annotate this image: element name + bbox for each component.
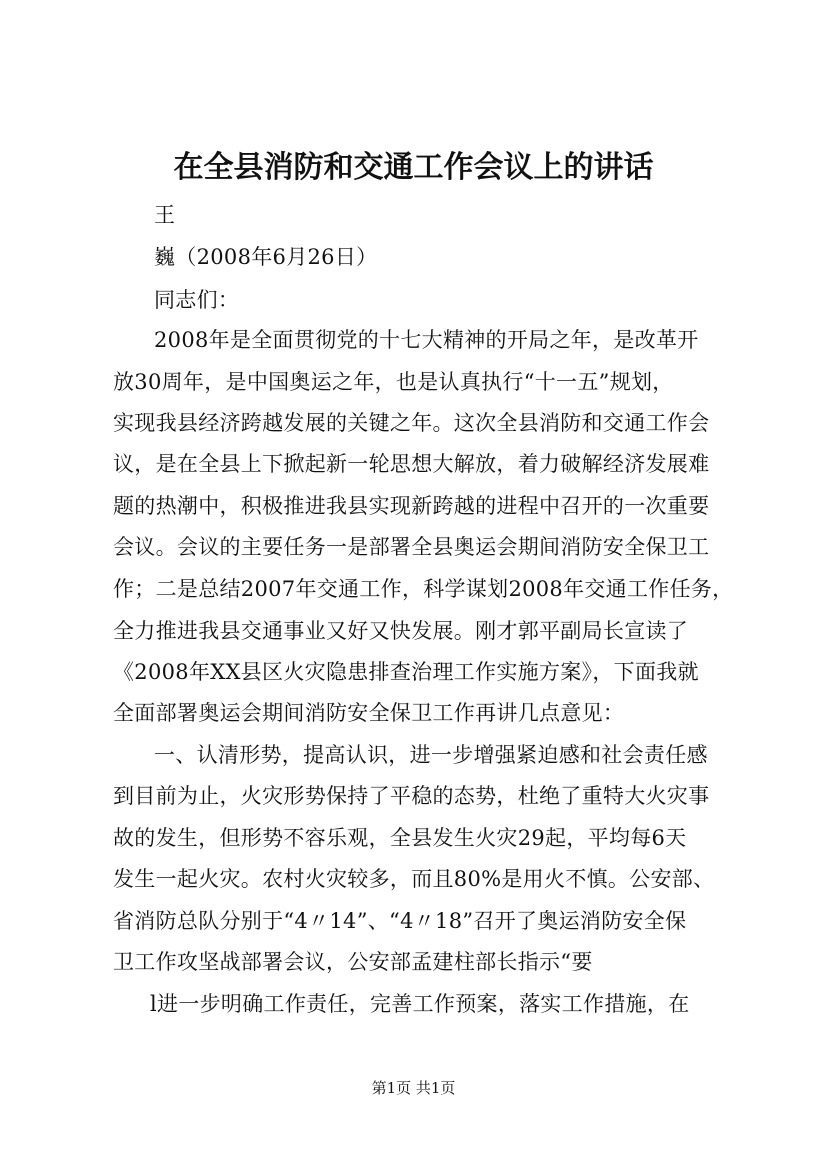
body-line: 到目前为止，火灾形势保持了平稳的态势，杜绝了重特大火灾事 [113, 784, 710, 808]
body-line: 题的热潮中，积极推进我县实现新跨越的进程中召开的一次重要 [113, 494, 710, 518]
body-line: 全力推进我县交通事业又好又快发展。刚才郭平副局长宣读了 [113, 619, 689, 643]
salutation: 同志们： [154, 288, 240, 312]
body-line: l进一步明确工作责任，完善工作预案，落实工作措施，在 [150, 992, 690, 1016]
author-line-2: 巍（2008年6月26日） [154, 245, 378, 269]
body-line: 实现我县经济跨越发展的关键之年。这次全县消防和交通工作会 [113, 411, 710, 435]
body-line: 议，是在全县上下掀起新一轮思想大解放，着力破解经济发展难 [113, 452, 710, 476]
body-line: 放30周年，是中国奥运之年，也是认真执行“十一五”规划， [113, 370, 674, 394]
body-line: 卫工作攻坚战部署会议，公安部孟建柱部长指示“要 [113, 950, 593, 974]
body-line: 《2008年XX县区火灾隐患排查治理工作实施方案》，下面我就 [113, 660, 699, 684]
section-heading: 一、认清形势，提高认识，进一步增强紧迫感和社会责任感 [154, 743, 708, 767]
body-line: 全面部署奥运会期间消防安全保卫工作再讲几点意见： [113, 701, 625, 725]
body-line: 会议。会议的主要任务一是部署全县奥运会期间消防安全保卫工 [113, 535, 710, 559]
author-line-1: 王 [154, 203, 176, 227]
body-line: 2008年是全面贯彻党的十七大精神的开局之年，是改革开 [154, 328, 699, 352]
body-line: 发生一起火灾。农村火灾较多，而且80%是用火不慎。公安部、 [113, 867, 715, 891]
body-line: 作；二是总结2007年交通工作，科学谋划2008年交通工作任务， [113, 577, 734, 601]
body-line: 省消防总队分别于“4〃14”、“4〃18”召开了奥运消防安全保 [113, 909, 687, 933]
page-indicator: 第1页 共1页 [371, 1079, 456, 1097]
body-line: 故的发生，但形势不容乐观，全县发生火灾29起，平均每6天 [113, 826, 687, 850]
document-title: 在全县消防和交通工作会议上的讲话 [173, 150, 654, 185]
